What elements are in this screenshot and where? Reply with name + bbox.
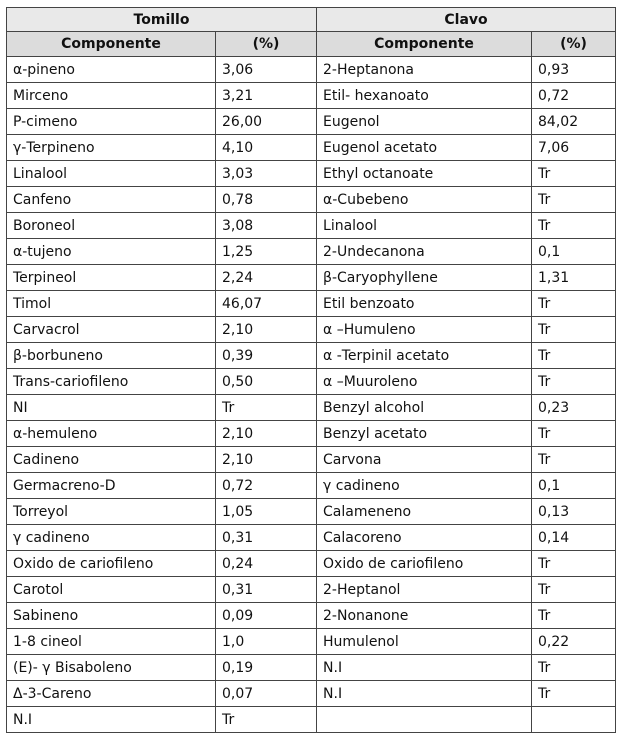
clavo-component-cell: N.I	[317, 681, 532, 707]
tomillo-percent-cell: 46,07	[216, 291, 317, 317]
tomillo-percent-cell: 0,07	[216, 681, 317, 707]
clavo-component-cell: Etil benzoato	[317, 291, 532, 317]
clavo-component-cell: Calacoreno	[317, 525, 532, 551]
tomillo-component-cell: Carvacrol	[7, 317, 216, 343]
clavo-component-cell: Eugenol acetato	[317, 135, 532, 161]
clavo-percent-cell: 0,22	[532, 629, 616, 655]
tomillo-percent-cell: 0,78	[216, 187, 317, 213]
clavo-component-cell: 2-Undecanona	[317, 239, 532, 265]
clavo-percent-cell: Tr	[532, 291, 616, 317]
clavo-percent-cell: Tr	[532, 655, 616, 681]
tomillo-percent-cell: 2,10	[216, 317, 317, 343]
clavo-component-cell: N.I	[317, 655, 532, 681]
table-row	[7, 577, 616, 603]
tomillo-percent-cell: 26,00	[216, 109, 317, 135]
tomillo-component-cell: γ-Terpineno	[7, 135, 216, 161]
group-header-row	[7, 8, 616, 32]
clavo-component-cell: Benzyl acetato	[317, 421, 532, 447]
tomillo-component-cell: 1-8 cineol	[7, 629, 216, 655]
clavo-component-header: Componente	[317, 32, 532, 57]
tomillo-component-cell: α-tujeno	[7, 239, 216, 265]
table-body	[7, 57, 616, 733]
table-row	[7, 135, 616, 161]
clavo-percent-cell: Tr	[532, 369, 616, 395]
column-header-row	[7, 32, 616, 57]
table-row	[7, 317, 616, 343]
table-row	[7, 57, 616, 83]
tomillo-percent-cell: 0,39	[216, 343, 317, 369]
tomillo-component-header: Componente	[7, 32, 216, 57]
clavo-percent-cell: 0,93	[532, 57, 616, 83]
table-row	[7, 343, 616, 369]
tomillo-component-cell: α-hemuleno	[7, 421, 216, 447]
tomillo-percent-cell: 3,06	[216, 57, 317, 83]
clavo-percent-cell: Tr	[532, 213, 616, 239]
tomillo-component-cell: Linalool	[7, 161, 216, 187]
tomillo-percent-cell: 0,19	[216, 655, 317, 681]
tomillo-percent-cell: 0,31	[216, 577, 317, 603]
tomillo-percent-cell: 2,10	[216, 447, 317, 473]
clavo-percent-cell: 84,02	[532, 109, 616, 135]
clavo-percent-cell: Tr	[532, 447, 616, 473]
tomillo-percent-cell: 4,10	[216, 135, 317, 161]
group-header-tomillo: Tomillo	[7, 8, 317, 32]
clavo-percent-cell: Tr	[532, 161, 616, 187]
clavo-percent-cell: Tr	[532, 317, 616, 343]
tomillo-component-cell: Canfeno	[7, 187, 216, 213]
clavo-percent-cell: Tr	[532, 603, 616, 629]
clavo-component-cell: β-Caryophyllene	[317, 265, 532, 291]
clavo-component-cell: 2-Nonanone	[317, 603, 532, 629]
clavo-percent-cell: 0,1	[532, 473, 616, 499]
tomillo-percent-cell: Tr	[216, 395, 317, 421]
clavo-percent-cell: 0,72	[532, 83, 616, 109]
tomillo-component-cell: Δ-3-Careno	[7, 681, 216, 707]
clavo-component-cell: Eugenol	[317, 109, 532, 135]
clavo-percent-cell	[532, 707, 616, 733]
group-header-clavo: Clavo	[317, 8, 616, 32]
tomillo-percent-cell: Tr	[216, 707, 317, 733]
clavo-component-cell: γ cadineno	[317, 473, 532, 499]
tomillo-component-cell: γ cadineno	[7, 525, 216, 551]
clavo-percent-cell: Tr	[532, 551, 616, 577]
clavo-component-cell: α –Muuroleno	[317, 369, 532, 395]
composition-table	[6, 7, 616, 733]
table-row	[7, 499, 616, 525]
table-row	[7, 551, 616, 577]
tomillo-component-cell: Boroneol	[7, 213, 216, 239]
tomillo-component-cell: Sabineno	[7, 603, 216, 629]
tomillo-component-cell: Mirceno	[7, 83, 216, 109]
table-row	[7, 395, 616, 421]
clavo-percent-cell: Tr	[532, 421, 616, 447]
clavo-component-cell: α –Humuleno	[317, 317, 532, 343]
tomillo-percent-cell: 3,21	[216, 83, 317, 109]
table-row	[7, 369, 616, 395]
tomillo-percent-cell: 0,24	[216, 551, 317, 577]
table-row	[7, 681, 616, 707]
table-row	[7, 473, 616, 499]
table-row	[7, 421, 616, 447]
clavo-percent-cell: 0,1	[532, 239, 616, 265]
clavo-component-cell: Oxido de cariofileno	[317, 551, 532, 577]
tomillo-percent-header: (%)	[216, 32, 317, 57]
table-row	[7, 83, 616, 109]
table-row	[7, 447, 616, 473]
table-row	[7, 265, 616, 291]
clavo-component-cell: Etil- hexanoato	[317, 83, 532, 109]
tomillo-component-cell: Terpineol	[7, 265, 216, 291]
tomillo-percent-cell: 0,50	[216, 369, 317, 395]
clavo-component-cell: Linalool	[317, 213, 532, 239]
table-row	[7, 707, 616, 733]
table-row	[7, 603, 616, 629]
clavo-component-cell: Carvona	[317, 447, 532, 473]
tomillo-component-cell: Carotol	[7, 577, 216, 603]
tomillo-percent-cell: 1,25	[216, 239, 317, 265]
tomillo-component-cell: (E)- γ Bisaboleno	[7, 655, 216, 681]
tomillo-component-cell: P-cimeno	[7, 109, 216, 135]
tomillo-percent-cell: 0,72	[216, 473, 317, 499]
clavo-percent-cell: 0,13	[532, 499, 616, 525]
clavo-percent-cell: Tr	[532, 681, 616, 707]
clavo-component-cell: Calameneno	[317, 499, 532, 525]
table-row	[7, 655, 616, 681]
tomillo-component-cell: Timol	[7, 291, 216, 317]
tomillo-component-cell: N.I	[7, 707, 216, 733]
table-row	[7, 161, 616, 187]
tomillo-component-cell: β-borbuneno	[7, 343, 216, 369]
clavo-percent-cell: Tr	[532, 187, 616, 213]
tomillo-percent-cell: 0,09	[216, 603, 317, 629]
table-row	[7, 187, 616, 213]
tomillo-percent-cell: 1,0	[216, 629, 317, 655]
clavo-component-cell: Humulenol	[317, 629, 532, 655]
table-row	[7, 629, 616, 655]
tomillo-percent-cell: 0,31	[216, 525, 317, 551]
tomillo-component-cell: α-pineno	[7, 57, 216, 83]
tomillo-percent-cell: 2,10	[216, 421, 317, 447]
tomillo-component-cell: Trans-cariofileno	[7, 369, 216, 395]
clavo-percent-cell: 1,31	[532, 265, 616, 291]
clavo-component-cell	[317, 707, 532, 733]
clavo-percent-cell: Tr	[532, 343, 616, 369]
tomillo-component-cell: Germacreno-D	[7, 473, 216, 499]
clavo-component-cell: α-Cubebeno	[317, 187, 532, 213]
table-row	[7, 109, 616, 135]
table-row	[7, 525, 616, 551]
clavo-percent-cell: 0,14	[532, 525, 616, 551]
clavo-percent-cell: 7,06	[532, 135, 616, 161]
tomillo-component-cell: NI	[7, 395, 216, 421]
table-row	[7, 239, 616, 265]
tomillo-component-cell: Cadineno	[7, 447, 216, 473]
tomillo-component-cell: Torreyol	[7, 499, 216, 525]
clavo-component-cell: Benzyl alcohol	[317, 395, 532, 421]
clavo-percent-header: (%)	[532, 32, 616, 57]
clavo-percent-cell: 0,23	[532, 395, 616, 421]
clavo-component-cell: Ethyl octanoate	[317, 161, 532, 187]
table-row	[7, 291, 616, 317]
clavo-percent-cell: Tr	[532, 577, 616, 603]
tomillo-percent-cell: 3,08	[216, 213, 317, 239]
tomillo-percent-cell: 1,05	[216, 499, 317, 525]
tomillo-component-cell: Oxido de cariofileno	[7, 551, 216, 577]
clavo-component-cell: α -Terpinil acetato	[317, 343, 532, 369]
table-row	[7, 213, 616, 239]
clavo-component-cell: 2-Heptanona	[317, 57, 532, 83]
clavo-component-cell: 2-Heptanol	[317, 577, 532, 603]
tomillo-percent-cell: 3,03	[216, 161, 317, 187]
tomillo-percent-cell: 2,24	[216, 265, 317, 291]
